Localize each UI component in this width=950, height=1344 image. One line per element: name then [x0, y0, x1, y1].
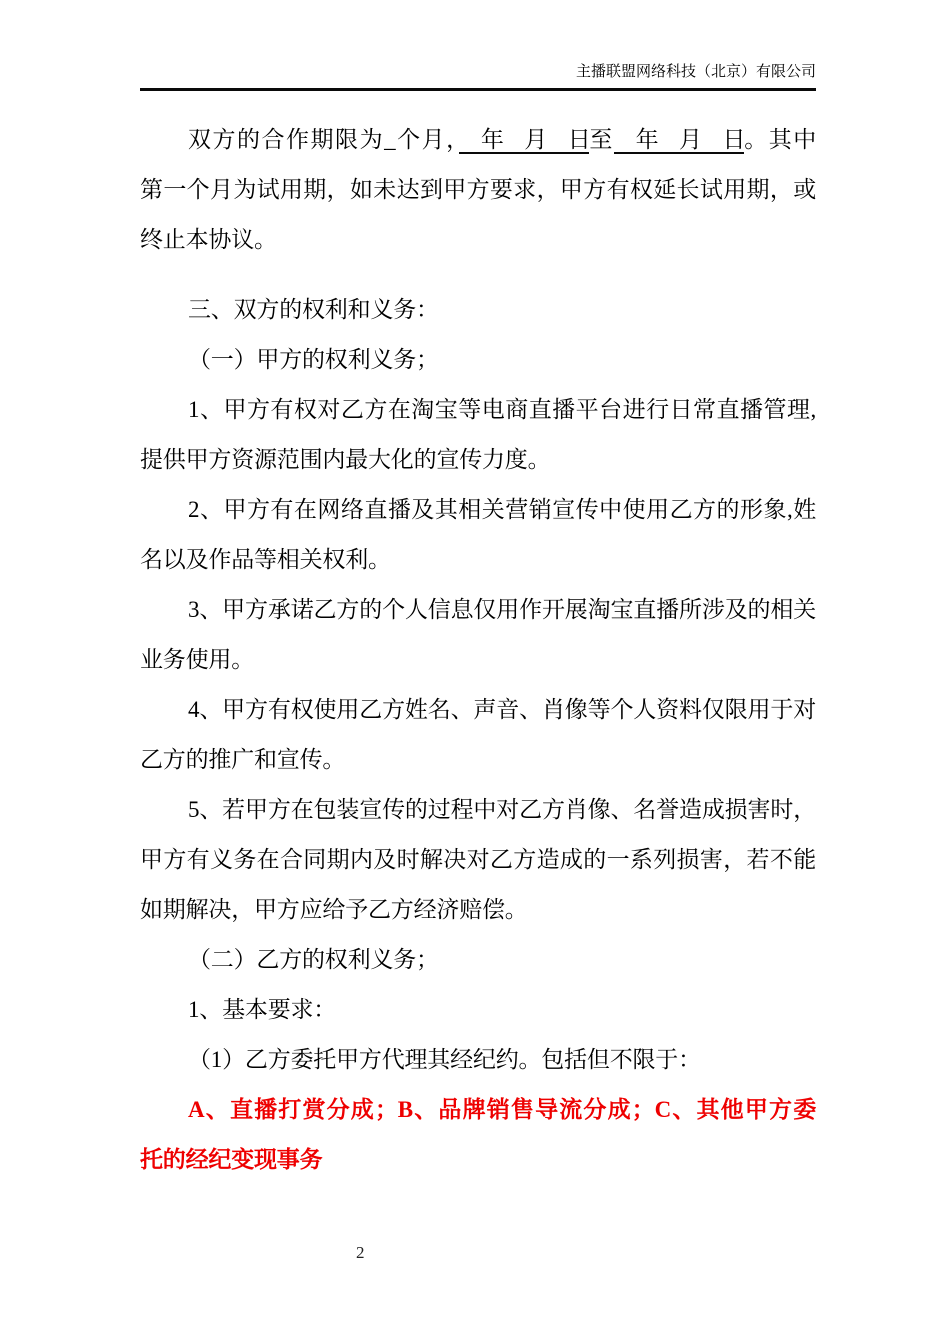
page-footer: [356, 1243, 365, 1263]
text-run: 1、甲方有权对乙方在淘宝等电商直播平台进行日常直播管理,: [188, 397, 816, 422]
text-run: 。其中: [744, 127, 817, 152]
document-line: [140, 335, 816, 385]
document-line: [140, 435, 816, 485]
document-line: [140, 635, 816, 685]
document-line: [140, 685, 816, 735]
text-run: （1）乙方委托甲方代理其经纪约。包括但不限于：: [188, 1047, 701, 1072]
text-run: 托的经纪变现事务: [140, 1147, 323, 1172]
text-run: 双方的合作期限为: [188, 127, 385, 152]
page-number: 2: [356, 1243, 365, 1262]
text-run: 5、若甲方在包装宣传的过程中对乙方肖像、名誉造成损害时，: [188, 797, 816, 822]
text-run: 如期解决，甲方应给予乙方经济赔偿。: [140, 897, 528, 922]
text-run: 名以及作品等相关权利。: [140, 547, 391, 572]
document-line: [140, 535, 816, 585]
page-header: [140, 62, 816, 91]
text-run: 甲方有义务在合同期内及时解决对乙方造成的一系列损害，若不能: [140, 847, 816, 872]
text-run: （一）甲方的权利义务；: [188, 347, 439, 372]
document-line: [140, 985, 816, 1035]
text-run: _: [384, 127, 396, 152]
document-line: [140, 1085, 816, 1135]
text-run: A、直播打赏分成；B、品牌销售导流分成；C、其他甲方委: [188, 1097, 816, 1122]
text-run: 业务使用。: [140, 647, 255, 672]
document-line: [140, 485, 816, 535]
text-run: 乙方的推广和宣传。: [140, 747, 346, 772]
document-line: [140, 285, 816, 335]
document-line: [140, 585, 816, 635]
text-run: 终止本协议。: [140, 227, 277, 252]
document-body: [140, 115, 816, 1185]
text-run: 4、甲方有权使用乙方姓名、声音、肖像等个人资料仅限用于对: [188, 697, 816, 722]
document-line: [140, 835, 816, 885]
text-run: 1、基本要求：: [188, 997, 337, 1022]
text-run: 三、双方的权利和义务：: [188, 297, 439, 322]
text-run: 至: [589, 127, 614, 152]
company-name: 主播联盟网络科技（北京）有限公司: [575, 64, 816, 80]
text-run: 2、甲方有在网络直播及其相关营销宣传中使用乙方的形象,姓: [188, 497, 816, 522]
text-run: 第一个月为试用期，如未达到甲方要求，甲方有权延长试用期，或: [140, 177, 816, 202]
document-line: [140, 935, 816, 985]
document-line: [140, 385, 816, 435]
document-line: [140, 215, 816, 265]
document-line: [140, 165, 816, 215]
document-line: [140, 1135, 816, 1185]
text-run: 个月，: [395, 127, 460, 152]
fill-in-blank-underline: 年 月 日: [613, 127, 745, 152]
text-run: 提供甲方资源范围内最大化的宣传力度。: [140, 447, 551, 472]
document-line: [140, 115, 816, 165]
document-line: [140, 735, 816, 785]
text-run: 3、甲方承诺乙方的个人信息仅用作开展淘宝直播所涉及的相关: [188, 597, 816, 622]
document-line: [140, 785, 816, 835]
fill-in-blank-underline: 年 月 日: [459, 127, 590, 152]
document-line: [140, 885, 816, 935]
text-run: （二）乙方的权利义务；: [188, 947, 439, 972]
document-line: [140, 1035, 816, 1085]
